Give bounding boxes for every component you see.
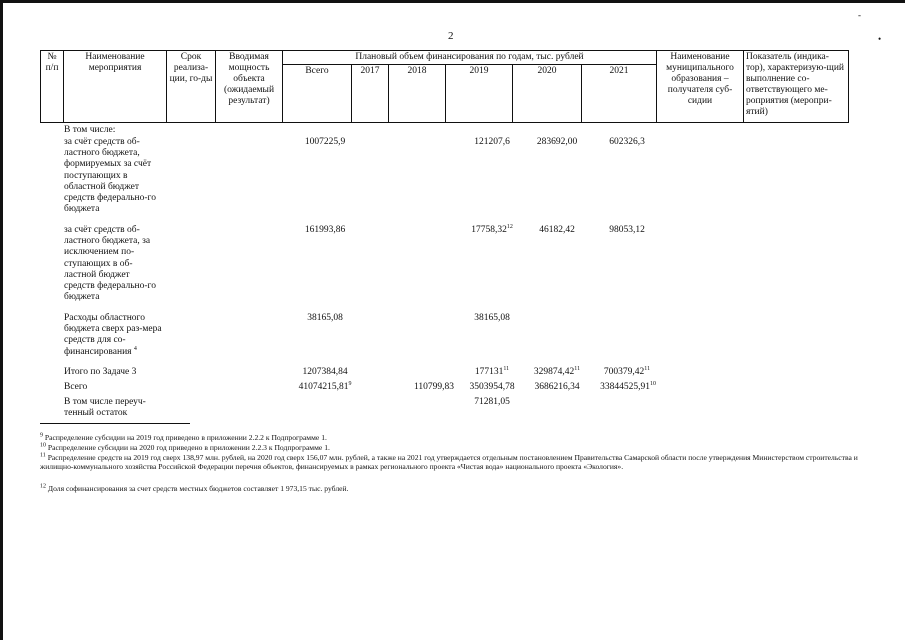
col-2017: 2017: [352, 65, 389, 123]
cell-2020-value: 329874,42: [533, 367, 575, 377]
cell-2019: 71281,05: [474, 397, 510, 407]
cell-total: 1207384,84: [302, 367, 348, 377]
cell-2019-value: 17758,32: [471, 225, 507, 235]
cell-total: [288, 382, 362, 393]
col-term: Срок реализа-ции, го-ды: [167, 51, 216, 123]
col-capacity: Вводимая мощность объекта (ожидаемый результат): [216, 51, 283, 123]
cell-2019-value: 177131: [474, 367, 504, 377]
footnote: [40, 443, 885, 452]
cell-2019: [460, 367, 524, 378]
cell-2019: 38165,08: [474, 313, 510, 323]
col-2021: 2021: [582, 65, 657, 123]
cell-total: 161993,86: [304, 225, 346, 235]
cell-2021-value: 700379,42: [603, 367, 645, 377]
footnote-ref: 11: [503, 365, 510, 372]
footnote-text: Доля софинансирования за счет средств местных бюджетов составляет 1 973,15 тыс. рублей.: [47, 484, 349, 493]
cell-2020: 283692,00: [536, 137, 578, 147]
footnote-ref: 11: [574, 365, 581, 372]
cell-2020: 46182,42: [539, 225, 575, 235]
cell-2020: 3686216,34: [534, 382, 580, 392]
cell-2021: [592, 367, 662, 378]
row-label-text: Расходы областного бюджета сверх раз-мера средств для со-финансирования: [64, 313, 162, 357]
col-2019: 2019: [446, 65, 513, 123]
cell-total-value: 41074215,81: [298, 382, 349, 392]
footnote-mark: 10: [40, 442, 46, 449]
cell-total: 38165,08: [307, 313, 343, 323]
row-label: [64, 313, 162, 358]
cell-2021: 98053,12: [609, 225, 645, 235]
footnote: [40, 484, 885, 493]
footnote-ref: 10: [649, 380, 656, 387]
footnote-separator: [40, 423, 190, 424]
col-indicator: Показатель (индика-тор), характеризую-щий выполнение со-ответствующего ме-роприятия (меропри-ятий): [744, 51, 849, 123]
col-total: Всего: [283, 65, 352, 123]
col-2018: 2018: [389, 65, 446, 123]
cell-2021: 602326,3: [609, 137, 645, 147]
col-name: Наименование мероприятия: [64, 51, 167, 123]
footnote: [40, 433, 885, 442]
cell-total: 1007225,9: [304, 137, 346, 147]
corner-mark-dot: •: [878, 34, 882, 44]
row-label: В том числе переуч-тенный остаток: [64, 397, 146, 419]
col-no: № п/п: [41, 51, 64, 123]
row-label: В том числе:: [64, 125, 116, 135]
financing-table-header: [40, 50, 849, 123]
row-label: Итого по Задаче 3: [64, 367, 137, 377]
footnote-mark: 9: [40, 432, 43, 439]
cell-2019: 121207,6: [474, 137, 510, 147]
footnote-ref: 9: [348, 380, 352, 387]
cell-2018: 110799,83: [413, 382, 455, 392]
cell-2019: 3503954,78: [469, 382, 515, 392]
cell-2019: [460, 225, 524, 236]
col-municipality: Наименование муниципального образования – получателя суб-сидии: [657, 51, 744, 123]
footnote-mark: 11: [40, 452, 46, 459]
footnote-ref: 4: [133, 345, 137, 352]
col-2020: 2020: [513, 65, 582, 123]
footnote-ref: 12: [506, 223, 513, 230]
footnote-text: Распределение субсидии на 2019 год приведено в приложении 2.2.2 к Подпрограмме 1.: [44, 433, 327, 442]
footnote-ref: 11: [644, 365, 651, 372]
cell-2021: [590, 382, 666, 393]
page-number: 2: [448, 30, 454, 42]
footnote-text: Распределение средств на 2019 год сверх 138,97 млн. рублей, на 2020 год сверх 156,07 млн. рублей, а также на 2021 год утверждается отдельным постановлением Правительства Самарской области после утверждения Министерством строительства и жилищно-коммунального хозяйства Российской Федерации перечня объектов, финансируемых в рамках регионального проекта «Чистая вода» национального проекта «Экология».: [40, 453, 858, 471]
cell-2021-value: 33844525,91: [600, 382, 650, 392]
corner-mark: -: [858, 10, 861, 20]
row-label: за счёт средств об-ластного бюджета, за исключением по-ступающих в об-ластной бюджет средств федерально-го бюджета: [64, 225, 156, 303]
row-label: за счёт средств об-ластного бюджета, формируемых за счёт поступающих в областной бюджет средств федерально-го бюджета: [64, 137, 156, 215]
cell-2020: [525, 367, 589, 378]
footnote-mark: 12: [40, 483, 46, 490]
row-label: Всего: [64, 382, 88, 392]
footnote: [40, 453, 885, 471]
footnote-text: Распределение субсидии на 2020 год приведено в приложении 2.2.3 к Подпрограмме 1.: [47, 443, 330, 452]
col-plan: Плановый объем финансирования по годам, тыс. рублей: [283, 51, 657, 65]
